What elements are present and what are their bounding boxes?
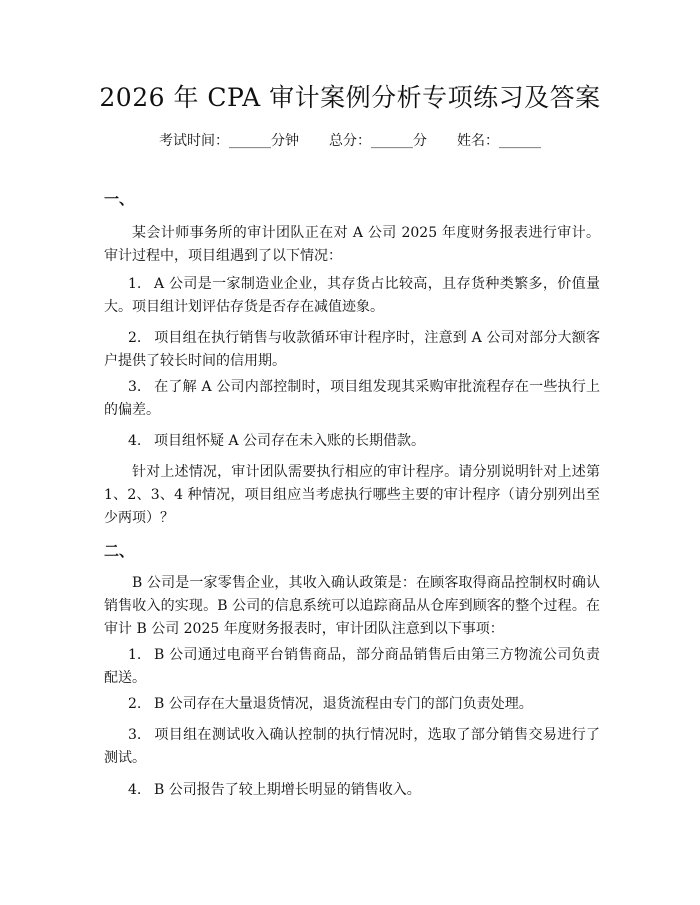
score-unit: 分 [413,133,427,149]
item-number: 4. [128,433,142,449]
section-1-item-4 [104,430,600,453]
section-1-intro [104,222,600,268]
score-blank: ______ [371,133,413,149]
section-1-question-text: 针对上述情况，审计团队需要执行相应的审计程序。请分别说明针对上述第 1、2、3、4 种情况，项目组应当考虑执行哪些主要的审计程序（请分别列出至少两项）？ [104,464,600,526]
item-number: 1. [128,647,142,663]
section-1-item-2 [104,327,600,373]
item-text: 在了解 A 公司内部控制时，项目组发现其采购审批流程存在一些执行上的偏差。 [104,379,600,418]
name-label: 姓名： [457,133,499,149]
section-2-heading: 二、 [104,542,135,560]
name-blank: ______ [499,133,541,149]
section-1-item-3 [104,376,600,422]
section-1-intro-text: 某会计师事务所的审计团队正在对 A 公司 2025 年度财务报表进行审计。审计过程中，项目组遇到了以下情况： [104,225,600,264]
item-number: 4. [128,782,142,798]
section-2-intro-text: B 公司是一家零售企业，其收入确认政策是：在顾客取得商品控制权时确认销售收入的实现。B 公司的信息系统可以追踪商品从仓库到顾客的整个过程。在审计 B 公司 2025 年度财务报表时，审计团队注意到以下事项： [104,575,600,637]
section-2 [104,540,600,563]
item-number: 2. [128,696,142,712]
time-label: 考试时间： [159,133,229,149]
item-number: 2. [128,330,142,346]
section-2-item-1 [104,644,600,690]
item-text: 项目组怀疑 A 公司存在未入账的长期借款。 [154,433,426,449]
section-1-heading: 一、 [104,190,135,208]
item-text: B 公司存在大量退货情况，退货流程由专门的部门负责处理。 [154,696,533,712]
section-1-item-1 [104,273,600,319]
item-number: 1. [128,276,142,292]
section-2-item-3 [104,724,600,770]
section-2-item-4 [104,779,600,802]
section-2-intro [104,572,600,641]
item-text: A 公司是一家制造业企业，其存货占比较高，且存货种类繁多，价值量大。项目组计划评估存货是否存在减值迹象。 [104,276,600,315]
item-number: 3. [128,727,142,743]
section-2-item-2 [104,693,600,716]
item-text: 项目组在执行销售与收款循环审计程序时，注意到 A 公司对部分大额客户提供了较长时间的信用期。 [104,330,600,369]
section-1-question [104,461,600,530]
item-text: B 公司报告了较上期增长明显的销售收入。 [154,782,421,798]
item-text: B 公司通过电商平台销售商品，部分商品销售后由第三方物流公司负责配送。 [104,647,600,686]
time-unit: 分钟 [271,133,299,149]
time-blank: ______ [229,133,271,149]
section-1 [104,188,600,211]
page-title: 2026 年 CPA 审计案例分析专项练习及答案 [99,83,601,112]
item-text: 项目组在测试收入确认控制的执行情况时，选取了部分销售交易进行了测试。 [104,727,600,766]
exam-meta-line [0,131,700,151]
score-label: 总分： [329,133,371,149]
item-number: 3. [128,379,142,395]
